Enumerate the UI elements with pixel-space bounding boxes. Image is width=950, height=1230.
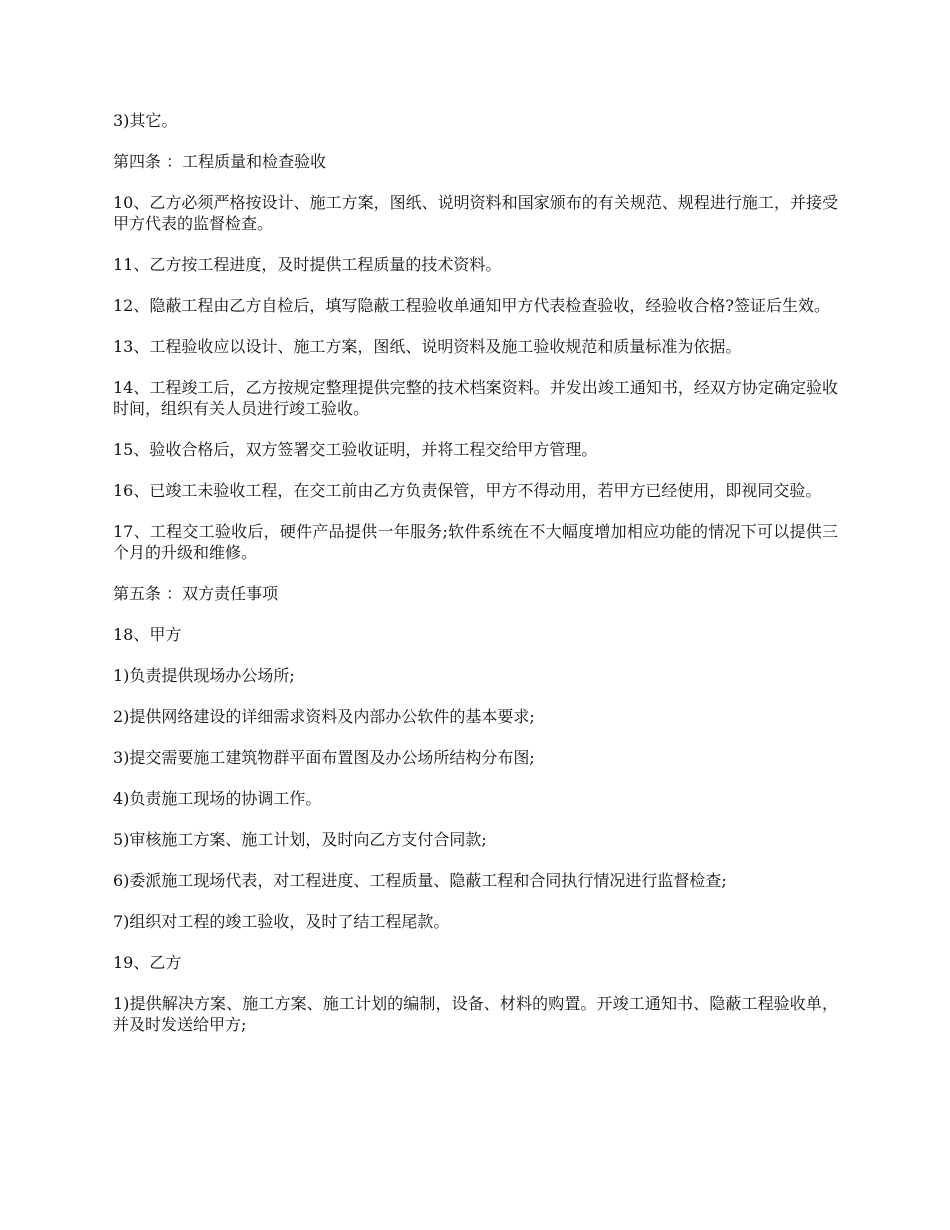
clause-14: 14、工程竣工后，乙方按规定整理提供完整的技术档案资料。并发出竣工通知书，经双方协定确定验收时间，组织有关人员进行竣工验收。 [113, 378, 838, 418]
clause-12: 12、隐蔽工程由乙方自检后，填写隐蔽工程验收单通知甲方代表检查验收，经验收合格?签证后生效。 [113, 296, 830, 315]
item-other: 3)其它。 [113, 111, 178, 130]
clause-16: 16、已竣工未验收工程，在交工前由乙方负责保管，甲方不得动用，若甲方已经使用，即视同交验。 [113, 481, 822, 500]
clause-13: 13、工程验收应以设计、施工方案，图纸、说明资料及施工验收规范和质量标准为依据。 [113, 337, 742, 356]
section-heading-article-4: 第四条 ：工程质量和检查验收 [113, 152, 327, 171]
party-a-item-3: 3)提交需要施工建筑物群平面布置图及办公场所结构分布图; [113, 748, 535, 767]
party-a-item-1: 1)负责提供现场办公场所; [113, 666, 295, 685]
clause-19-heading: 19、乙方 [113, 953, 182, 972]
clause-11: 11、乙方按工程进度，及时提供工程质量的技术资料。 [113, 255, 502, 274]
party-a-item-7: 7)组织对工程的竣工验收，及时了结工程尾款。 [113, 912, 450, 931]
section-heading-article-5: 第五条 ：双方责任事项 [113, 584, 279, 603]
party-a-item-4: 4)负责施工现场的协调工作。 [113, 789, 322, 808]
clause-10: 10、乙方必须严格按设计、施工方案，图纸、说明资料和国家颁布的有关规范、规程进行施工，并接受甲方代表的监督检查。 [113, 193, 838, 233]
clause-15: 15、验收合格后，双方签署交工验收证明，并将工程交给甲方管理。 [113, 440, 598, 459]
clause-18-heading: 18、甲方 [113, 625, 182, 644]
party-b-item-1: 1)提供解决方案、施工方案、施工计划的编制，设备、材料的购置。开竣工通知书、隐蔽工程验收单，并及时发送给甲方; [113, 994, 838, 1034]
party-a-item-6: 6)委派施工现场代表，对工程进度、工程质量、隐蔽工程和合同执行情况进行监督检查; [113, 871, 727, 890]
party-a-item-2: 2)提供网络建设的详细需求资料及内部办公软件的基本要求; [113, 707, 535, 726]
party-a-item-5: 5)审核施工方案、施工计划，及时向乙方支付合同款; [113, 830, 487, 849]
document-page [113, 110, 838, 1035]
clause-17: 17、工程交工验收后，硬件产品提供一年服务;软件系统在不大幅度增加相应功能的情况下可以提供三个月的升级和维修。 [113, 522, 838, 562]
